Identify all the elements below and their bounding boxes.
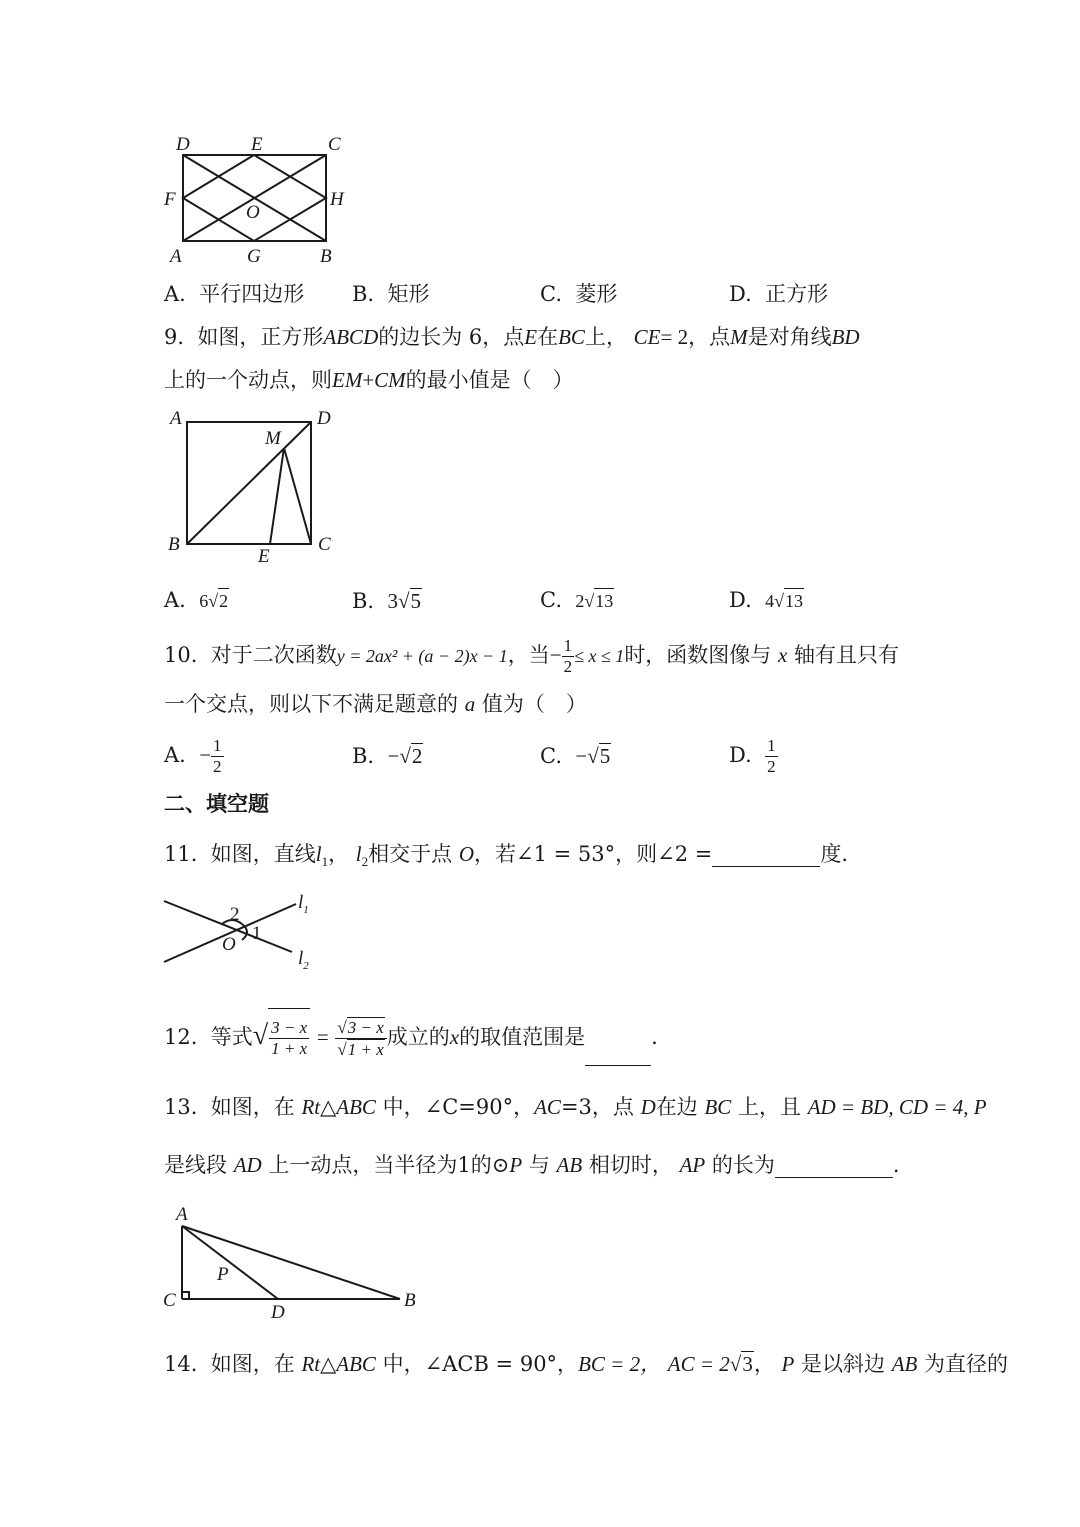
q8-rectangle-figure [150,130,370,270]
segment-me [270,448,284,544]
label-A: A [170,408,182,429]
label-F: F [164,189,176,210]
label-D: D [176,134,190,155]
q13-triangle-figure [160,1200,430,1323]
label-D: D [317,408,331,429]
label-G: G [247,246,261,267]
label-C: C [318,534,331,555]
q8-option-d: D. 正方形 [729,282,829,306]
label-l1: $l_1$ [298,892,309,916]
label-C: C [328,134,341,155]
q13-answer-blank[interactable] [775,1153,893,1178]
segment-ad [182,1226,278,1299]
label-l2: $l_2$ [298,948,309,972]
q12-answer-blank[interactable] [585,1009,651,1066]
q9-square-figure [160,400,360,570]
q8-option-a: A. 平行四边形 [164,282,305,306]
q11-intersecting-lines-figure [160,890,340,980]
label-E: E [258,546,270,567]
q12-text: 12. 等式√ $\frac{3 - x}{1 + x}$ = $\frac{√3 - x}{√1 + x}$ 成立的x的取值范围是 . [164,1008,658,1066]
label-H: H [330,189,344,210]
label-D: D [271,1302,285,1323]
label-A: A [170,246,182,267]
segment-mc [284,448,311,544]
q10-option-a: A. − $\frac{1}{2}$ [164,736,222,776]
segment-ab [182,1226,400,1299]
q13-line2: 是线段 AD 上一动点，当半径为1的⊙P 与 AB 相切时， AP 的长为 . [164,1153,900,1177]
q14-line1: 14. 如图，在 Rt△ABC 中，∠ACB = 90°，BC = 2， AC = 2√3， P 是以斜边 AB 为直径的 [164,1352,1009,1376]
label-C: C [163,1290,176,1311]
q11-text: 11. 如图，直线$l_1$， $l_2$相交于点 O，若∠1 = 53°，则∠2 = 度. [164,842,849,870]
q9-option-b: B. 3√5 [352,589,421,613]
label-O: O [222,934,236,955]
label-M: M [265,428,281,449]
q9-line2: 上的一个动点，则EM+CM的最小值是（ ） [164,368,574,392]
diagonal-bd [187,422,311,544]
q13-line1: 13. 如图，在 Rt△ABC 中，∠C=90°，AC=3，点 D在边 BC 上，且 AD = BD, CD = 4, P [164,1095,987,1119]
q8-option-b: B. 矩形 [352,282,430,306]
right-angle-mark [182,1292,189,1299]
q9-option-d: D. 4√13 [729,588,804,612]
label-B: B [168,534,180,555]
label-B: B [320,246,332,267]
q10-line1: 10. 对于二次函数y = 2ax² + (a − 2)x − 1，当− $\frac{1}{2}$ ≤ x ≤ 1时，函数图像与 x 轴有且只有 [164,636,900,676]
q11-answer-blank[interactable] [712,842,820,867]
q10-line2: 一个交点，则以下不满足题意的 a 值为（ ） [164,692,587,716]
label-angle-2: 2 [230,904,240,925]
label-angle-1: 1 [252,923,262,944]
q9-option-c: C. 2√13 [540,588,614,612]
q10-option-b: B. −√2 [352,744,423,768]
label-A: A [176,1204,188,1225]
q10-option-c: C. −√5 [540,744,611,768]
label-B: B [404,1290,416,1311]
q8-option-c: C. 菱形 [540,282,618,306]
q9-line1: 9. 如图，正方形ABCD的边长为 6，点E在BC上， CE= 2，点M是对角线BD [164,325,860,349]
label-O: O [246,202,260,223]
label-P: P [217,1264,229,1285]
q10-option-d: D. $\frac{1}{2}$ [729,736,776,776]
label-E: E [251,134,263,155]
section-fill-in-blank-heading: 二、填空题 [164,791,269,816]
q9-option-a: A. 6√2 [164,588,229,612]
